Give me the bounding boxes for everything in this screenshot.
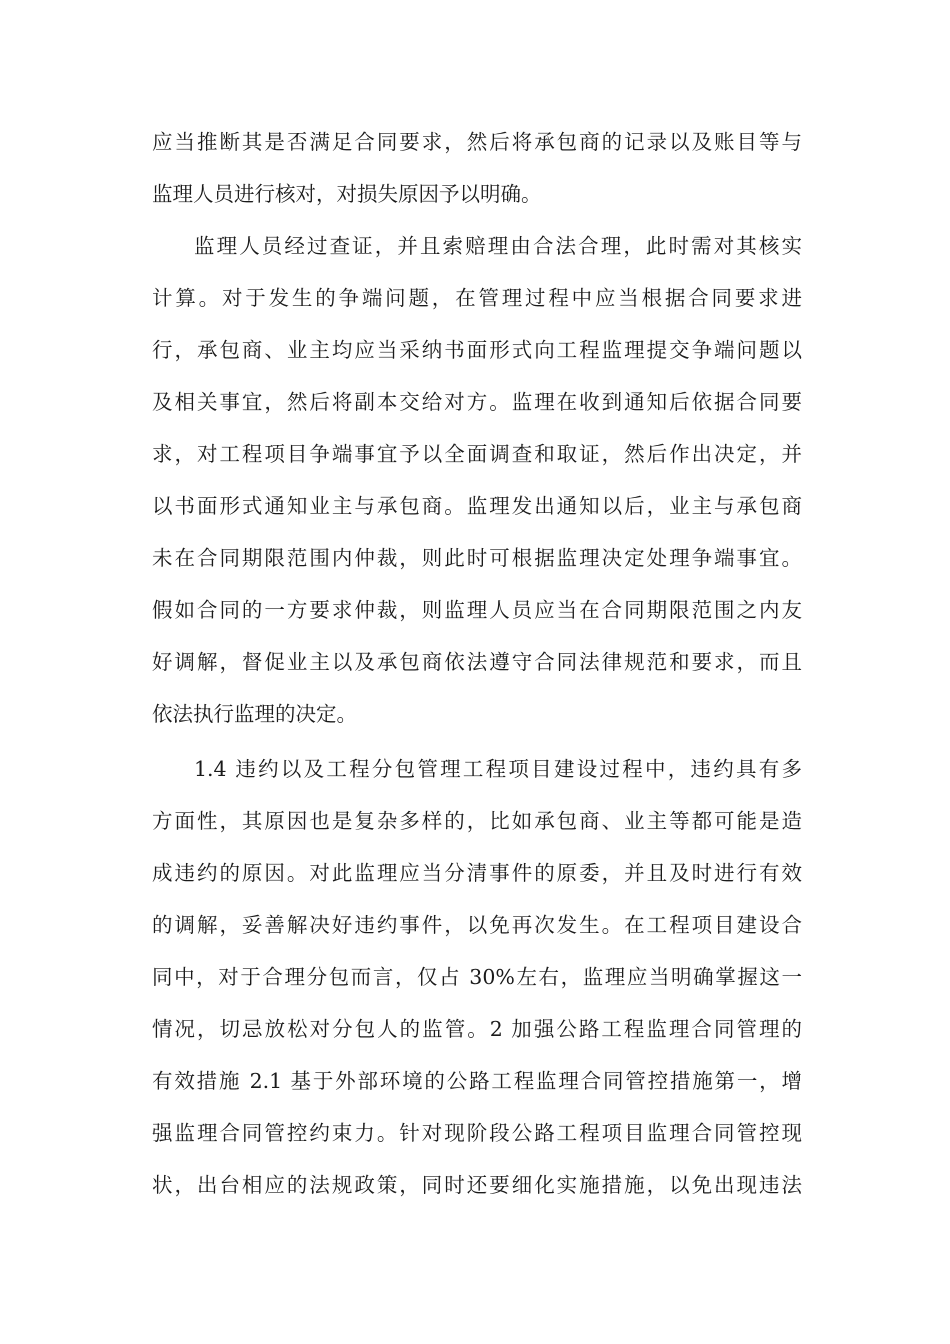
text-line: 应当推断其是否满足合同要求，然后将承包商的记录以及账目等与 xyxy=(152,130,802,154)
text-line: 同中，对于合理分包而言，仅占 30%左右，监理应当明确掌握这一 xyxy=(152,965,802,989)
text-line: 未在合同期限范围内仲裁，则此时可根据监理决定处理争端事宜。 xyxy=(152,546,802,570)
text-line: 好调解，督促业主以及承包商依法遵守合同法律规范和要求，而且 xyxy=(152,650,802,674)
text-line: 求，对工程项目争端事宜予以全面调查和取证，然后作出决定，并 xyxy=(152,442,802,466)
text-line: 依法执行监理的决定。 xyxy=(152,702,357,726)
text-line: 强监理合同管控约束力。针对现阶段公路工程项目监理合同管控现 xyxy=(152,1121,802,1145)
text-line: 以书面形式通知业主与承包商。监理发出通知以后，业主与承包商 xyxy=(152,494,802,518)
text-line: 成违约的原因。对此监理应当分清事件的原委，并且及时进行有效 xyxy=(152,861,802,885)
text-line: 有效措施 2.1 基于外部环境的公路工程监理合同管控措施第一，增 xyxy=(152,1069,802,1093)
paragraph-first-line: 监理人员经过查证，并且索赔理由合法合理，此时需对其核实 xyxy=(194,234,802,258)
text-line: 行，承包商、业主均应当采纳书面形式向工程监理提交争端问题以 xyxy=(152,338,802,362)
text-line: 及相关事宜，然后将副本交给对方。监理在收到通知后依据合同要 xyxy=(152,390,802,414)
section-heading-line: 1.4 违约以及工程分包管理工程项目建设过程中，违约具有多 xyxy=(194,757,802,781)
text-line: 的调解，妥善解决好违约事件，以免再次发生。在工程项目建设合 xyxy=(152,913,802,937)
text-line: 监理人员进行核对，对损失原因予以明确。 xyxy=(152,182,542,206)
text-line: 方面性，其原因也是复杂多样的，比如承包商、业主等都可能是造 xyxy=(152,809,802,833)
text-line: 情况，切忌放松对分包人的监管。2 加强公路工程监理合同管理的 xyxy=(152,1017,802,1041)
text-line: 状，出台相应的法规政策，同时还要细化实施措施，以免出现违法 xyxy=(152,1173,802,1197)
text-line: 计算。对于发生的争端问题，在管理过程中应当根据合同要求进 xyxy=(152,286,802,310)
text-line: 假如合同的一方要求仲裁，则监理人员应当在合同期限范围之内友 xyxy=(152,598,802,622)
body-text xyxy=(152,116,802,1211)
